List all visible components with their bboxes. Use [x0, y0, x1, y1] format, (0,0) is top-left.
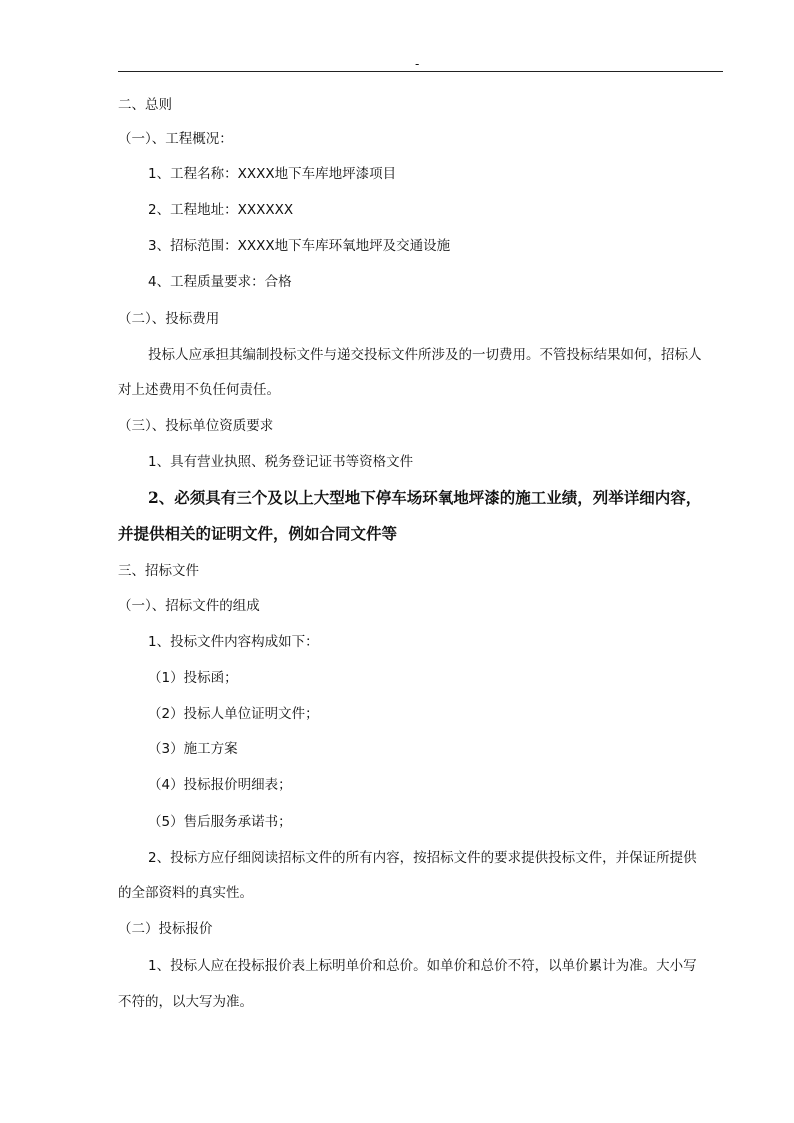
section-heading-general: 二、总则 — [118, 97, 172, 113]
subsection-document-composition: （一）、招标文件的组成 — [118, 598, 260, 614]
header-rule — [118, 71, 723, 72]
list-item-project-name: 1、工程名称：XXXX地下车库地坪漆项目 — [148, 166, 397, 182]
list-item-quality-requirement: 4、工程质量要求：合格 — [148, 274, 292, 290]
list-item-bid-letter: （1）投标函； — [148, 670, 238, 686]
list-item-project-address: 2、工程地址：XXXXXX — [148, 202, 294, 218]
list-item-price-breakdown: （4）投标报价明细表； — [148, 777, 292, 793]
paragraph-bid-cost-line-1: 投标人应承担其编制投标文件与递交投标文件所涉及的一切费用。不管投标结果如何，招标人 — [148, 347, 702, 363]
paragraph-read-documents-line-2: 的全部资料的真实性。 — [118, 885, 253, 901]
list-item-construction-plan: （3）施工方案 — [148, 741, 238, 757]
list-item-experience-bold-line-1: 2、必须具有三个及以上大型地下停车场环氧地坪漆的施工业绩，列举详细内容， — [148, 488, 702, 507]
list-item-experience-bold-line-2: 并提供相关的证明文件，例如合同文件等 — [118, 524, 398, 543]
list-item-company-certificates: （2）投标人单位证明文件； — [148, 706, 319, 722]
paragraph-bid-price-line-2: 不符的，以大写为准。 — [118, 994, 253, 1010]
list-item-bid-scope: 3、招标范围：XXXX地下车库环氧地坪及交通设施 — [148, 238, 451, 254]
paragraph-bid-price-line-1: 1、投标人应在投标报价表上标明单价和总价。如单价和总价不符，以单价累计为准。大小写 — [148, 958, 697, 974]
subsection-bid-price: （二）投标报价 — [118, 921, 213, 937]
section-heading-bid-documents: 三、招标文件 — [118, 563, 199, 579]
subsection-bid-cost: （二）、投标费用 — [118, 311, 220, 327]
header-mark: - — [415, 57, 420, 71]
paragraph-read-documents-line-1: 2、投标方应仔细阅读招标文件的所有内容，按招标文件的要求提供投标文件，并保证所提供 — [148, 850, 697, 866]
list-item-business-license: 1、具有营业执照、税务登记证书等资格文件 — [148, 454, 414, 470]
subsection-project-overview: （一）、工程概况： — [118, 131, 233, 147]
subsection-qualification: （三）、投标单位资质要求 — [118, 418, 274, 434]
list-item-after-sales: （5）售后服务承诺书； — [148, 814, 292, 830]
paragraph-bid-cost-line-2: 对上述费用不负任何责任。 — [118, 382, 280, 398]
list-item-bid-contents: 1、投标文件内容构成如下： — [148, 634, 319, 650]
